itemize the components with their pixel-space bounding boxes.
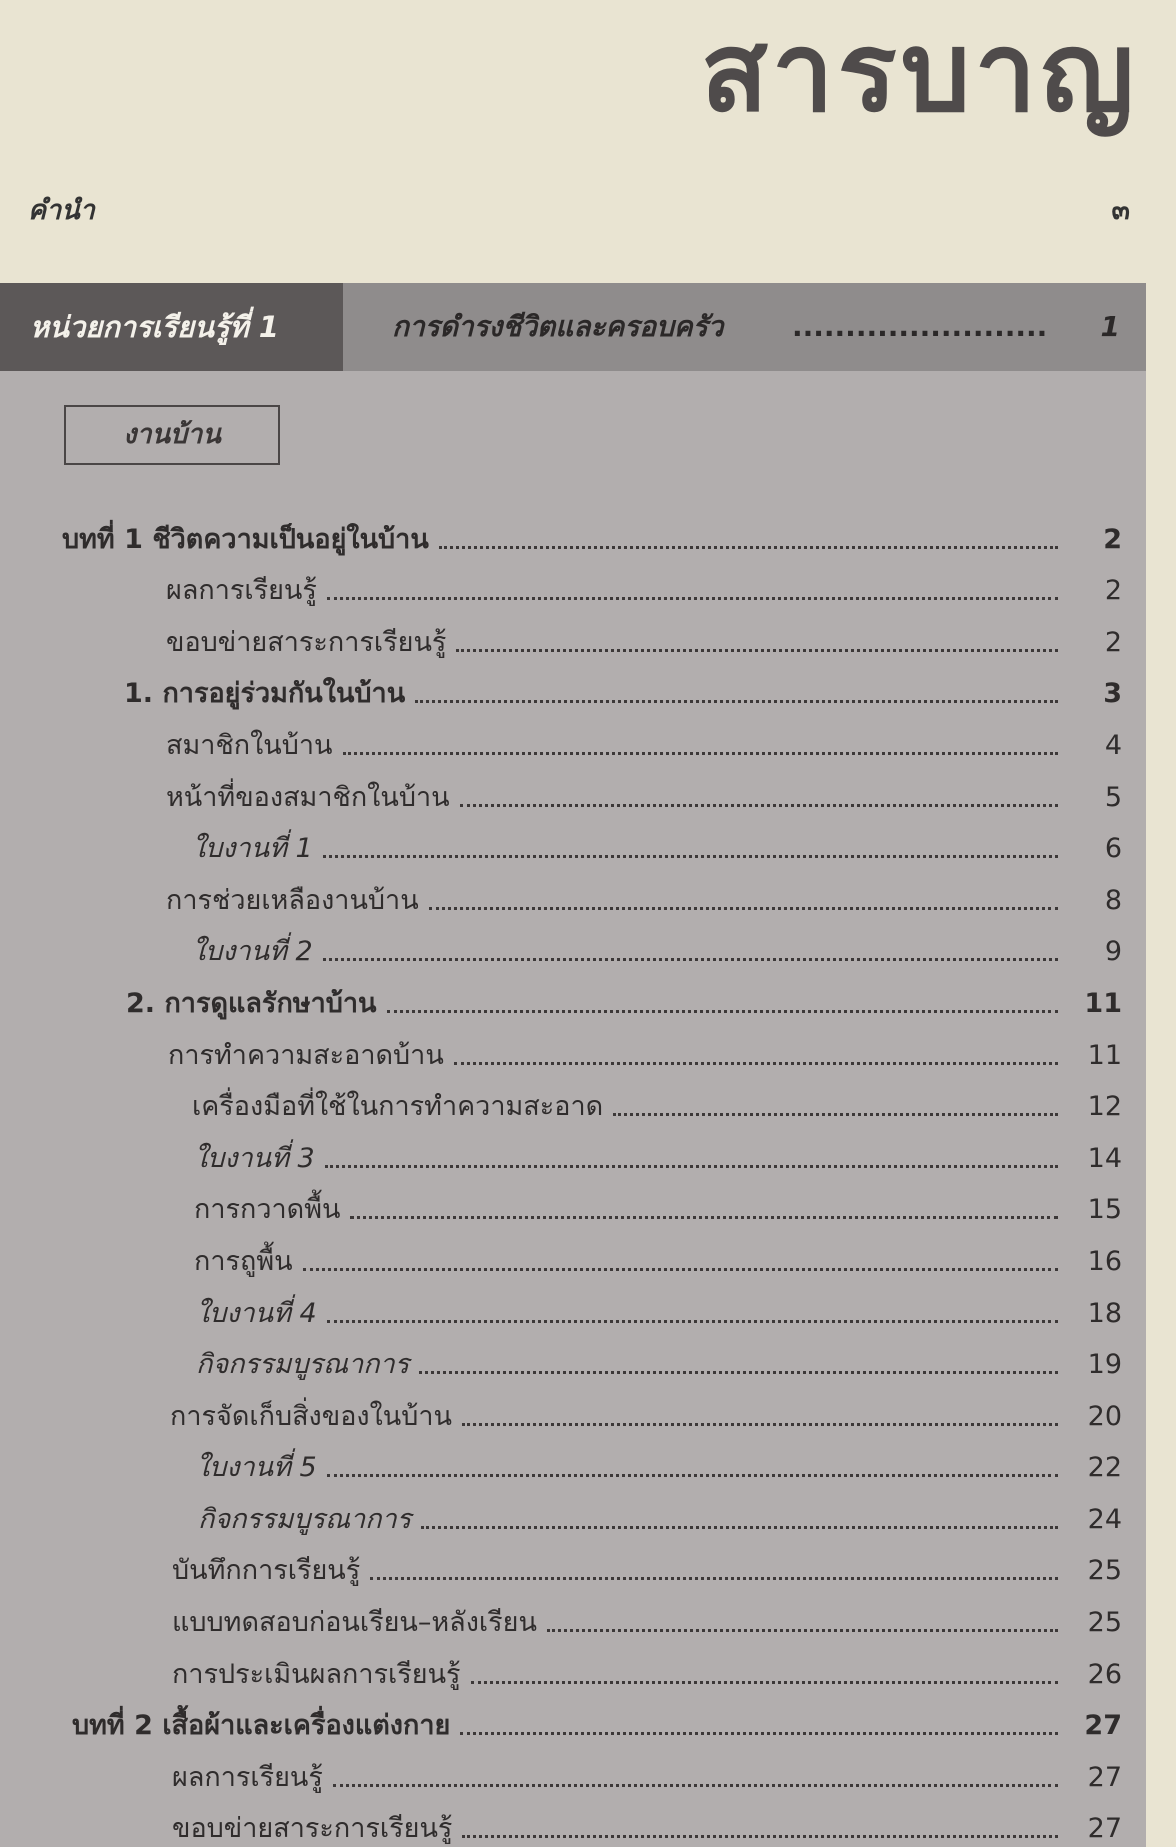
toc-entry <box>0 1382 1146 1434</box>
toc-entry-page: 24 <box>1087 1503 1122 1535</box>
toc-entry-page: 18 <box>1087 1297 1122 1329</box>
toc-entry <box>0 711 1146 763</box>
toc-entry-page: 20 <box>1087 1400 1122 1432</box>
toc-entry-page: 11 <box>1087 1039 1122 1071</box>
toc-leader-dots <box>462 1835 1058 1838</box>
toc-entry <box>0 1537 1146 1589</box>
toc-leader-dots <box>471 1681 1058 1684</box>
toc-entry <box>0 969 1146 1021</box>
toc-entry <box>0 815 1146 867</box>
toc-entry-page: 2 <box>1104 575 1122 607</box>
toc-leader-dots <box>323 958 1058 961</box>
toc-entry-page: 2 <box>1103 523 1122 555</box>
toc-entry-label: กิจกรรมบูรณาการ <box>198 1503 412 1535</box>
toc-entry-label: การประเมินผลการเรียนรู้ <box>172 1658 461 1690</box>
toc-entry-label: กิจกรรมบูรณาการ <box>196 1349 410 1381</box>
toc-entry-page: 15 <box>1087 1194 1122 1226</box>
toc-entry-page: 26 <box>1087 1658 1122 1690</box>
toc-leader-dots <box>415 700 1058 703</box>
toc-entry-page: 16 <box>1087 1245 1122 1277</box>
foreword-page-number: ๓ <box>1111 195 1130 226</box>
toc-leader-dots <box>613 1113 1058 1116</box>
toc-entry-page: 6 <box>1104 833 1122 865</box>
toc-leader-dots <box>547 1629 1058 1632</box>
toc-leader-dots <box>343 752 1058 755</box>
toc-entry-label: 2. การดูแลรักษาบ้าน <box>126 987 377 1019</box>
page-title: สารบาญ <box>700 8 1138 136</box>
toc-leader-dots <box>439 546 1058 549</box>
toc-entry <box>0 1434 1146 1486</box>
foreword-label: คำนำ <box>28 195 95 226</box>
toc-leader-dots <box>421 1526 1058 1529</box>
toc-entry <box>0 1640 1146 1692</box>
toc-entry-label: การทำความสะอาดบ้าน <box>168 1039 444 1071</box>
toc-entry-label: การจัดเก็บสิ่งของในบ้าน <box>170 1400 452 1432</box>
toc-entry-page: 25 <box>1087 1607 1122 1639</box>
toc-entry <box>0 1021 1146 1073</box>
toc-entry-label: การกวาดพื้น <box>194 1194 341 1226</box>
toc-entry <box>0 1485 1146 1537</box>
toc-entry-page: 19 <box>1087 1349 1122 1381</box>
toc-entry-label: ใบงานที่ 1 <box>192 833 313 865</box>
toc-leader-dots <box>454 1062 1058 1065</box>
toc-entry-page: 27 <box>1087 1761 1122 1793</box>
toc-leader-dots <box>460 804 1058 807</box>
toc-entry <box>0 1692 1146 1744</box>
toc-entry <box>0 1331 1146 1383</box>
toc-entry-label: หน้าที่ของสมาชิกในบ้าน <box>166 781 450 813</box>
toc-leader-dots <box>370 1577 1058 1580</box>
toc-leader-dots <box>303 1268 1058 1271</box>
toc-entry-label: ใบงานที่ 3 <box>194 1142 315 1174</box>
toc-entry-label: ใบงานที่ 4 <box>196 1297 317 1329</box>
toc-entry <box>0 1279 1146 1331</box>
unit-title: การดำรงชีวิตและครอบครัว <box>392 310 724 343</box>
toc-list <box>0 505 1146 1846</box>
toc-entry-label: ผลการเรียนรู้ <box>172 1761 323 1793</box>
toc-entry-page: 12 <box>1087 1091 1122 1123</box>
toc-leader-dots <box>333 1784 1058 1787</box>
unit-leader-dots <box>792 283 1050 371</box>
toc-entry-page: 9 <box>1104 936 1122 968</box>
toc-entry-page: 2 <box>1104 626 1122 658</box>
toc-entry-page: 3 <box>1103 678 1122 710</box>
unit-header-bar <box>0 283 1146 371</box>
toc-entry-page: 5 <box>1104 781 1122 813</box>
toc-entry <box>0 505 1146 557</box>
toc-entry-label: ขอบข่ายสาระการเรียนรู้ <box>172 1813 453 1845</box>
toc-entry-label: บันทึกการเรียนรู้ <box>172 1555 361 1587</box>
toc-entry-page: 8 <box>1104 884 1122 916</box>
toc-entry <box>0 1795 1146 1847</box>
toc-leader-dots <box>323 855 1058 858</box>
toc-entry-label: ใบงานที่ 2 <box>192 936 313 968</box>
toc-entry <box>0 1073 1146 1125</box>
toc-entry <box>0 660 1146 712</box>
toc-entry-label: การถูพื้น <box>194 1245 293 1277</box>
toc-entry-label: 1. การอยู่ร่วมกันในบ้าน <box>124 678 406 710</box>
toc-entry <box>0 1176 1146 1228</box>
toc-entry-page: 27 <box>1084 1710 1122 1742</box>
toc-leader-dots <box>456 649 1058 652</box>
toc-leader-dots <box>460 1732 1058 1735</box>
toc-leader-dots <box>462 1423 1058 1426</box>
toc-leader-dots <box>327 597 1058 600</box>
toc-entry <box>0 1743 1146 1795</box>
toc-leader-dots <box>350 1216 1058 1219</box>
toc-entry-label: การช่วยเหลืองานบ้าน <box>166 884 419 916</box>
toc-leader-dots <box>387 1010 1058 1013</box>
toc-entry <box>0 1124 1146 1176</box>
toc-entry-label: ผลการเรียนรู้ <box>166 575 317 607</box>
toc-entry <box>0 557 1146 609</box>
toc-entry-label: เครื่องมือที่ใช้ในการทำความสะอาด <box>192 1091 604 1123</box>
toc-entry-label: บทที่ 2 เสื้อผ้าและเครื่องแต่งกาย <box>72 1710 451 1742</box>
toc-leader-dots <box>419 1371 1058 1374</box>
toc-entry <box>0 1227 1146 1279</box>
toc-entry-label: สมาชิกในบ้าน <box>166 729 333 761</box>
toc-entry-label: ขอบข่ายสาระการเรียนรู้ <box>166 626 447 658</box>
toc-entry <box>0 763 1146 815</box>
toc-entry-label: ใบงานที่ 5 <box>196 1452 317 1484</box>
toc-leader-dots <box>325 1165 1058 1168</box>
toc-entry <box>0 866 1146 918</box>
toc-entry-page: 11 <box>1084 987 1122 1019</box>
toc-leader-dots <box>429 907 1058 910</box>
toc-entry-label: บทที่ 1 ชีวิตความเป็นอยู่ในบ้าน <box>62 523 429 555</box>
unit-label: หน่วยการเรียนรู้ที่ 1 <box>0 283 343 371</box>
toc-entry-page: 4 <box>1104 729 1122 761</box>
unit-page-number: 1 <box>1100 310 1120 343</box>
toc-entry-page: 25 <box>1087 1555 1122 1587</box>
toc-entry-page: 22 <box>1087 1452 1122 1484</box>
toc-entry <box>0 608 1146 660</box>
toc-leader-dots <box>327 1474 1058 1477</box>
toc-panel <box>0 371 1146 1847</box>
toc-entry <box>0 1588 1146 1640</box>
section-heading-box: งานบ้าน <box>64 405 280 465</box>
toc-leader-dots <box>327 1320 1058 1323</box>
toc-entry-label: แบบทดสอบก่อนเรียน–หลังเรียน <box>172 1607 537 1639</box>
toc-entry-page: 14 <box>1087 1142 1122 1174</box>
toc-entry <box>0 918 1146 970</box>
toc-entry-page: 27 <box>1087 1813 1122 1845</box>
